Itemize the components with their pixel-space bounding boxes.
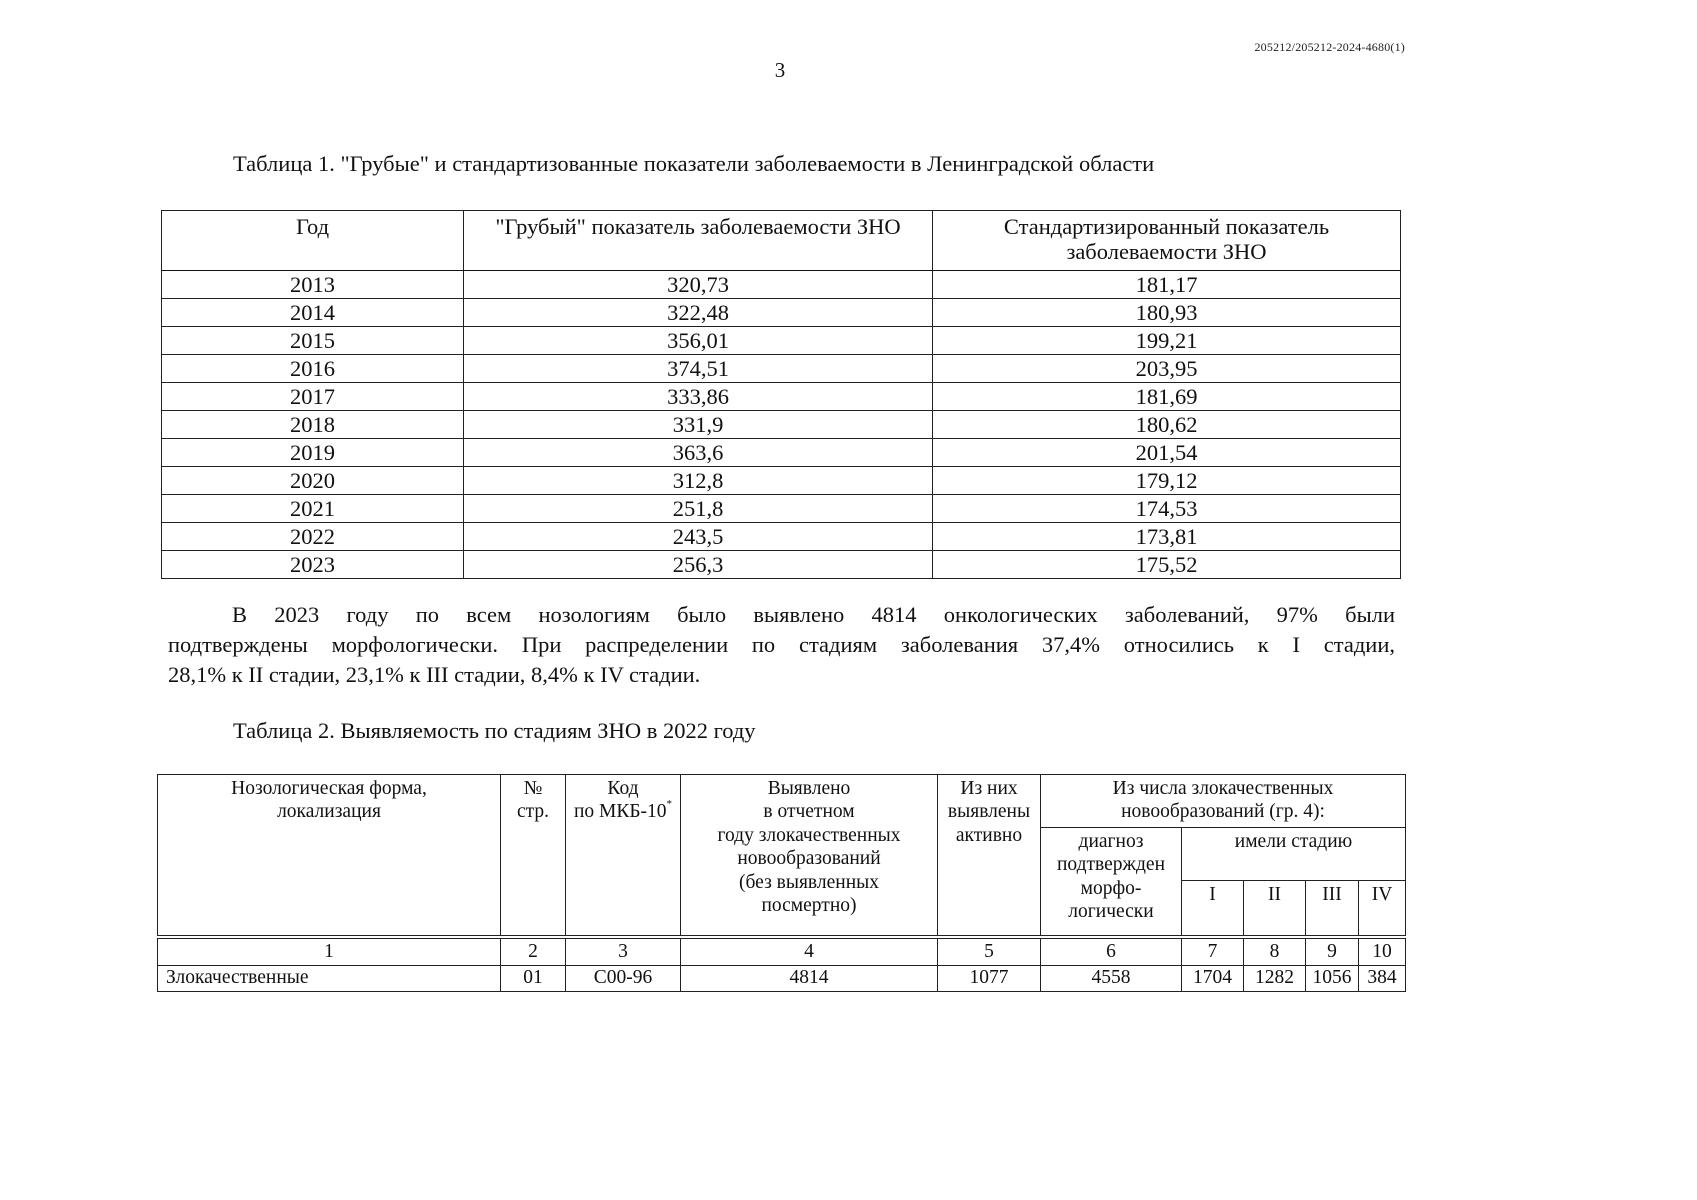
- table1-caption: Таблица 1. "Грубые" и стандартизованные показатели заболеваемости в Ленинградской области: [233, 151, 1155, 176]
- table1-header-standardized-rate: [933, 211, 1401, 271]
- standardized-rate-cell: 203,95: [933, 355, 1401, 383]
- crude-rate-cell: 256,3: [464, 551, 933, 579]
- header-line: активно: [955, 824, 1023, 846]
- year-cell: 2022: [162, 523, 464, 551]
- data-cell: Злокачественные: [158, 966, 501, 992]
- table2-header-detected: [681, 775, 938, 938]
- year-cell: 2019: [162, 439, 464, 467]
- data-cell: 1056: [1306, 966, 1359, 992]
- table2-header-stage-4: IV: [1359, 881, 1406, 938]
- table-row: [162, 467, 1401, 495]
- standardized-rate-cell: 199,21: [933, 327, 1401, 355]
- header-line: стр.: [516, 801, 550, 823]
- header-line: локализация: [277, 801, 381, 823]
- table2-header-row-number: [501, 775, 566, 938]
- document-code: 205212/205212-2024-4680(1): [1254, 40, 1405, 54]
- crude-rate-cell: 322,48: [464, 299, 933, 327]
- table2-body: [158, 937, 1406, 992]
- header-line: Код: [607, 778, 639, 799]
- table2-header-stage-group: имели стадию: [1182, 828, 1406, 881]
- header-line: посмертно): [761, 894, 857, 916]
- paragraph-line: подтверждены морфологически. При распределении по стадиям заболевания 37,4% относились к I стадии,: [168, 632, 1395, 657]
- header-line: диагноз: [1078, 831, 1144, 852]
- data-cell: 1282: [1244, 966, 1306, 992]
- footnote-marker: *: [666, 798, 673, 811]
- column-number-cell: 8: [1244, 937, 1306, 966]
- table-row: [162, 355, 1401, 383]
- data-cell: 01: [501, 966, 566, 992]
- year-cell: 2013: [162, 271, 464, 299]
- header-line: году злокачественных: [717, 824, 901, 846]
- table-row: [162, 439, 1401, 467]
- standardized-rate-cell: 181,69: [933, 383, 1401, 411]
- column-number-cell: 5: [938, 937, 1041, 966]
- table-row: [162, 495, 1401, 523]
- table2-header-stage-3: III: [1306, 881, 1359, 938]
- body-paragraph: [168, 600, 1395, 690]
- header-line: в отчетном: [763, 801, 855, 823]
- table2-header-nosology: [158, 775, 501, 938]
- header-line: подтвержден: [1056, 854, 1166, 876]
- table1-header-standardized-line1: Стандартизированный показатель: [1003, 214, 1330, 239]
- crude-rate-cell: 312,8: [464, 467, 933, 495]
- column-number-cell: 6: [1041, 937, 1182, 966]
- year-cell: 2021: [162, 495, 464, 523]
- data-cell: С00-96: [566, 966, 681, 992]
- year-cell: 2016: [162, 355, 464, 383]
- header-line: новообразований (гр. 4):: [1121, 801, 1325, 823]
- crude-rate-cell: 374,51: [464, 355, 933, 383]
- table2-header-row-1: [158, 775, 1406, 828]
- table-row: [162, 523, 1401, 551]
- table1-header-row: [162, 211, 1401, 271]
- standardized-rate-cell: 175,52: [933, 551, 1401, 579]
- header-line: №: [523, 778, 543, 799]
- data-cell: 384: [1359, 966, 1406, 992]
- year-cell: 2015: [162, 327, 464, 355]
- crude-rate-cell: 251,8: [464, 495, 933, 523]
- table1-header-year: Год: [162, 211, 464, 271]
- column-number-cell: 10: [1359, 937, 1406, 966]
- header-line: Выявлено: [767, 778, 851, 799]
- crude-rate-cell: 333,86: [464, 383, 933, 411]
- table-row: [162, 411, 1401, 439]
- header-line: морфо-: [1080, 877, 1142, 899]
- table1-body: [162, 271, 1401, 579]
- standardized-rate-cell: 201,54: [933, 439, 1401, 467]
- standardized-rate-cell: 181,17: [933, 271, 1401, 299]
- data-cell: 4558: [1041, 966, 1182, 992]
- year-cell: 2023: [162, 551, 464, 579]
- year-cell: 2020: [162, 467, 464, 495]
- crude-rate-cell: 320,73: [464, 271, 933, 299]
- standardized-rate-cell: 174,53: [933, 495, 1401, 523]
- data-cell: 1704: [1182, 966, 1244, 992]
- header-line: Из них: [960, 778, 1018, 799]
- data-cell: 4814: [681, 966, 938, 992]
- column-number-cell: 7: [1182, 937, 1244, 966]
- year-cell: 2014: [162, 299, 464, 327]
- column-number-row: [158, 937, 1406, 966]
- table2-caption: Таблица 2. Выявляемость по стадиям ЗНО в 2022 году: [233, 718, 756, 743]
- header-line: логически: [1068, 901, 1154, 923]
- paragraph-line: 28,1% к II стадии, 23,1% к III стадии, 8,4% к IV стадии.: [168, 662, 701, 687]
- crude-rate-cell: 356,01: [464, 327, 933, 355]
- year-cell: 2018: [162, 411, 464, 439]
- table2-header-stage-2: II: [1244, 881, 1306, 938]
- paragraph-line: В 2023 году по всем нозологиям было выявлено 4814 онкологических заболеваний, 97% были: [232, 602, 1395, 627]
- column-number-cell: 3: [566, 937, 681, 966]
- data-cell: 1077: [938, 966, 1041, 992]
- table2-header-stage-1: I: [1182, 881, 1244, 938]
- standardized-rate-cell: 173,81: [933, 523, 1401, 551]
- header-line: по МКБ-10: [573, 801, 667, 823]
- header-line: (без выявленных: [739, 871, 879, 893]
- table1-header-standardized-line2: заболеваемости ЗНО: [1066, 239, 1267, 265]
- table1-header-crude-rate: "Грубый" показатель заболеваемости ЗНО: [464, 211, 933, 271]
- column-number-cell: 4: [681, 937, 938, 966]
- year-cell: 2017: [162, 383, 464, 411]
- column-number-cell: 1: [158, 937, 501, 966]
- table-row: [162, 271, 1401, 299]
- column-number-cell: 2: [501, 937, 566, 966]
- table2-header-icd-code: [566, 775, 681, 938]
- header-line: Нозологическая форма,: [231, 778, 427, 799]
- table-row: [162, 327, 1401, 355]
- crude-rate-cell: 331,9: [464, 411, 933, 439]
- table2-header-morphology: [1041, 828, 1182, 938]
- table2-header-active: [938, 775, 1041, 938]
- header-line: выявлены: [947, 801, 1031, 823]
- standardized-rate-cell: 180,62: [933, 411, 1401, 439]
- crude-rate-cell: 243,5: [464, 523, 933, 551]
- header-line: Из числа злокачественных: [1112, 778, 1334, 799]
- standardized-rate-cell: 180,93: [933, 299, 1401, 327]
- table-row: [162, 299, 1401, 327]
- table-row: [158, 966, 1406, 992]
- table-row: [162, 383, 1401, 411]
- table2-header-group: [1041, 775, 1406, 828]
- standardized-rate-cell: 179,12: [933, 467, 1401, 495]
- crude-rate-cell: 363,6: [464, 439, 933, 467]
- page-number: 3: [774, 58, 786, 82]
- table1: [161, 210, 1401, 579]
- table2: [157, 774, 1406, 992]
- header-line: новообразований: [737, 848, 881, 870]
- column-number-cell: 9: [1306, 937, 1359, 966]
- table-row: [162, 551, 1401, 579]
